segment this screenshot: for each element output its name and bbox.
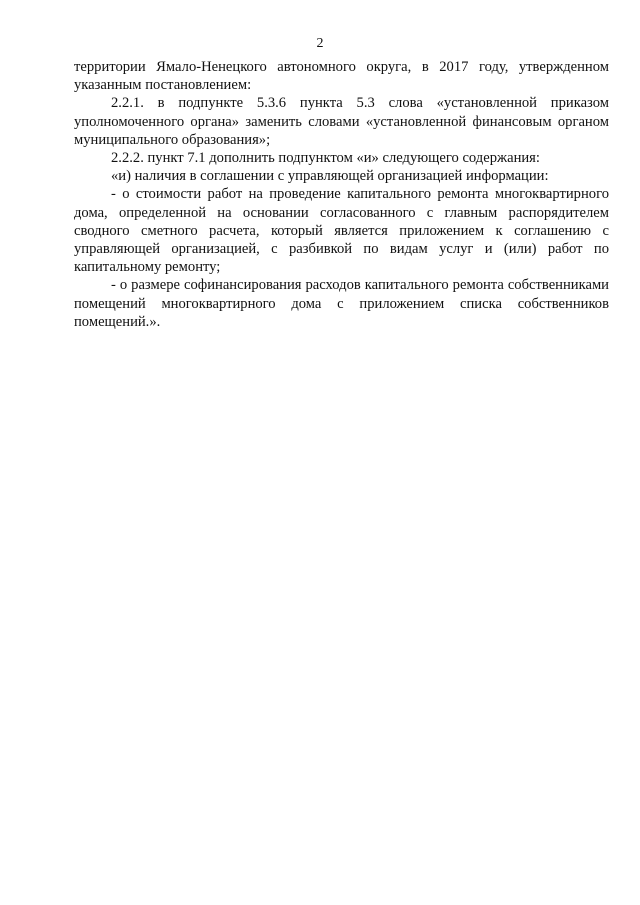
page-number: 2 (316, 36, 324, 51)
paragraph-cofinancing: - о размере софинансирования расходов капитального ремонта собственниками помещений многоквартирного дома с приложением списка собственников помещений.». (74, 277, 609, 330)
document-body (74, 58, 609, 331)
paragraph-subitem-i: «и) наличия в соглашении с управляющей организацией информации: (111, 168, 549, 185)
paragraph-2-2-1: 2.2.1. в подпункте 5.3.6 пункта 5.3 слова «установленной приказом уполномоченного органа» заменить словами «установленной финансовым органом муниципального образования»; (74, 95, 609, 148)
paragraph-cost-of-works: - о стоимости работ на проведение капитального ремонта многоквартирного дома, определенной на основании согласованного с главным распорядителем сводного сметного расчета, который является приложением к соглашению с управляющей организацией, с разбивкой по видам услуг и (или) работ по капитальному ремонту; (74, 186, 609, 276)
paragraph-continuation: территории Ямало-Ненецкого автономного округа, в 2017 году, утвержденном указанным постановлением: (74, 59, 609, 94)
paragraph-2-2-2: 2.2.2. пункт 7.1 дополнить подпунктом «и» следующего содержания: (111, 150, 540, 167)
